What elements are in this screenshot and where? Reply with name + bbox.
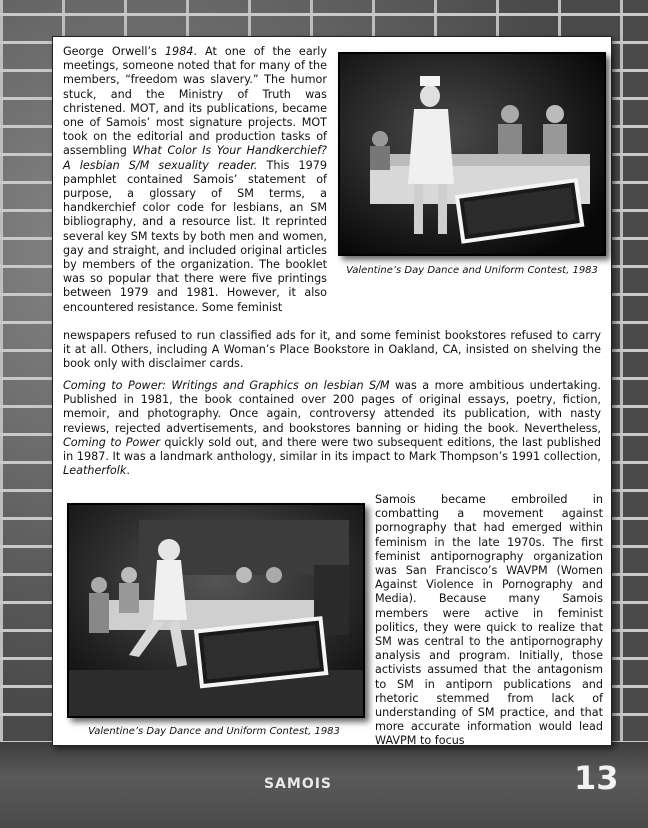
italic-text-span: What Color Is Your Handkerchief? A lesbian S/M sexuality reader. <box>63 144 327 172</box>
photo-valentines-dance-2 <box>67 503 365 718</box>
italic-text-span: Coming to Power: Writings and Graphics on lesbian S/M <box>63 379 390 392</box>
paragraph-3 <box>375 493 603 749</box>
paragraph-1 <box>63 45 327 315</box>
text-span: George Orwell’s <box>63 45 165 58</box>
paragraph-2 <box>63 379 601 478</box>
italic-text-span: 1984 <box>164 45 194 58</box>
page-panel <box>52 36 612 746</box>
text-span: . At one of the early meetings, someone noted that for many of the members, “freedom was slavery.” The humor stuck, and the Ministry of Truth was christened. MOT, and its publications, became one of Samois’ most signature projects. MOT took on the editorial and production tasks of assembling <box>63 45 327 158</box>
body-text-paragraph-2 <box>63 379 601 478</box>
italic-text-span: Leatherfolk <box>63 464 127 478</box>
body-text-continued <box>63 329 601 372</box>
text-span: This 1979 pamphlet contained Samois’ statement of purpose, a glossary of SM terms, a handkerchief color code for lesbians, an SM bibliography, and a resource list. It reprinted several key SM texts by both men and women, gay and straight, and included original articles by members of the organization. The booklet was so popular that there were five printings between 1979 and 1981. However, it also encountered resistance. Some feminist <box>63 158 327 314</box>
text-span: quickly sold out, and there were two subsequent editions, the last published in 1987. It was a landmark anthology, similar in its impact to Mark Thompson’s 1991 collection, <box>63 435 601 464</box>
text-span: newspapers refused to run classified ads for it, and some feminist bookstores refused to carry it at all. Others, including A Woman’s Place Bookstore in Oakland, CA, insisted on shelving the book only with disclaimer cards. <box>63 329 601 371</box>
photo-image <box>340 54 604 254</box>
text-span: . <box>126 464 130 478</box>
paragraph-1-continued <box>63 329 601 372</box>
footer-section-title: SAMOIS <box>263 776 333 792</box>
body-text-column-1 <box>63 45 327 315</box>
photo-image <box>69 505 363 716</box>
photo-2-caption: Valentine’s Day Dance and Uniform Contest, 1983 <box>88 726 340 737</box>
page-number: 13 <box>574 759 619 797</box>
text-span: Samois became embroiled in combatting a movement against pornography that had emerged within feminism in the late 1970s. The first feminist antipornography organization was San Francisco’s WAVPM (Women Against Violence in Pornography and Media). Because many Samois members were active in feminist politics, they were quick to realize that SM was central to the antipornography analysis and program. Initially, those activists assumed that the antagonism to SM in antiporn publications and rhetoric stemmed from lack of understanding of SM practice, and that more accurate information would lead WAVPM to focus <box>375 493 603 748</box>
photo-1-caption: Valentine’s Day Dance and Uniform Contest, 1983 <box>346 265 598 276</box>
italic-text-span: Coming to Power <box>63 435 160 449</box>
photo-valentines-dance-1 <box>338 52 606 256</box>
text-span: was a more ambitious undertaking. Published in 1981, the book contained over 200 pages of original essays, poetry, fiction, memoir, and photography. Once again, controversy attended its publication, with nasty reviews, rejected advertisements, and bookstores banning or hiding the book. Nevertheless, <box>63 379 601 435</box>
body-text-paragraph-3 <box>375 493 603 749</box>
